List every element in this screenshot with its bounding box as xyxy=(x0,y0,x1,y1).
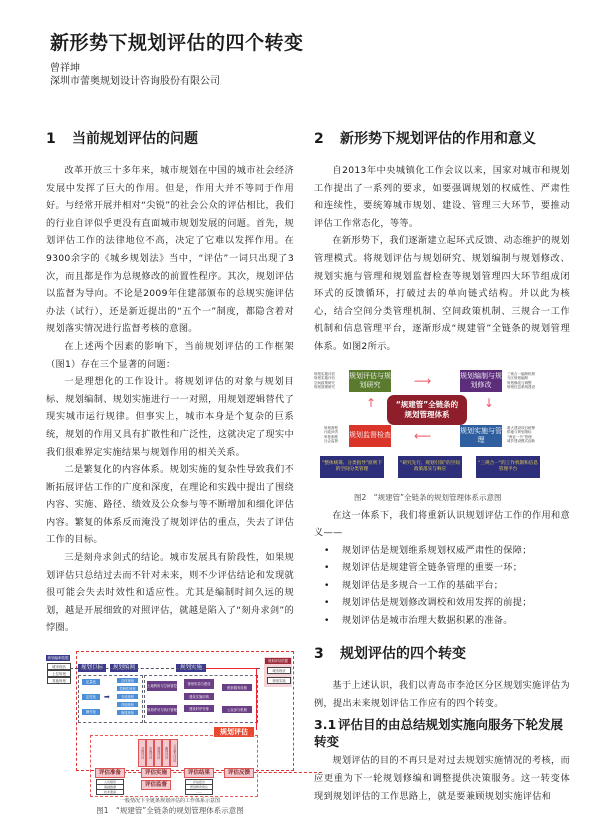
arrow-up-icon: ↑ xyxy=(366,395,377,410)
left-column xyxy=(46,128,294,816)
plan-item: 修建规划 xyxy=(117,710,138,715)
side-item: “两证一书”管理 xyxy=(507,434,532,439)
plan-item: 控制性规划 xyxy=(117,686,138,691)
section-3-heading: 3 规划评估的四个转变 xyxy=(314,646,466,663)
node-plan-implement: 规划实施 xyxy=(176,664,206,672)
subsection-3-1-heading: 3.1 评估目的由总结规划实施向服务下轮发展转变 xyxy=(314,717,564,750)
side-list-top-left xyxy=(314,372,342,390)
section-1-paragraph: 一是理想化的工作设计。将规划评估的对象与规划目标、规划编制、规划实施进行一一对照，用规划逻辑替代了现实城市运行规律。但事实上，城市本身是个复杂的巨系统，规划的作用又具有扩散性和广泛性，这就决定了现实中我们很难界定实施结果与规划作用的相关关系。 xyxy=(46,376,294,458)
section-2-paragraph: 自2013年中央城镇化工作会议以来，国家对城市和规划工作提出了一系列的要求，如要强调规划的权威性、严肃性和连续性，要统筹城市规划、建设、管理三大环节，要推动评估工作常态化，等等。 xyxy=(314,165,570,229)
side-item: 供地与规划指标 xyxy=(507,430,532,435)
section-3-intro: 基于上述认识，我们以青岛市李沧区分区规划实施评估为例，提出未来规划评估工作应有的四个转变。 xyxy=(314,680,570,709)
goal-item: 定性化 xyxy=(82,694,100,700)
basis-item: 其他规划 xyxy=(47,677,71,684)
subsection-3-1-paragraph: 规划评估的目的不再只是对过去规划实施情况的考核，而应更重为下一轮规划修编和调整提供决策服务。这一转变体现到规划评估的工作思路上，就是要兼顾规划实施评估和 xyxy=(314,755,570,802)
eval-prepare-node: 评估准备 xyxy=(95,768,125,778)
section-1-paragraph: 二是繁复化的内容体系。规划实施的复杂性导致我们不断拓展评估工作的广度和深度，在理论和实践中提出了围绕内容、实施、路径、绩效及公众参与等不断增加和细化评估内容。繁复的体系反而淹没了规划评估的重点，失去了评估工作的目标。 xyxy=(46,464,294,546)
right-column xyxy=(314,128,570,805)
side-item: 规划实施评价 xyxy=(314,376,335,381)
list-item: • 规划评估是多规合一工作的基础平台； xyxy=(342,577,570,595)
side-item: 分区规划编制 xyxy=(507,376,528,381)
impl-item: 土地利用与空间管控 xyxy=(147,681,177,691)
eval-basis-item: 规划实施 xyxy=(267,677,291,684)
impl-item: 配套服务设施 xyxy=(222,684,252,691)
node-plan-goal: 规划目标 xyxy=(78,664,106,672)
footer-box: “研究先行、规划引领”的空间政策落实与响应 xyxy=(398,456,462,478)
side-item: 规划督察 xyxy=(324,425,338,430)
side-item: 规划信息系统建设 xyxy=(507,385,535,390)
side-list-bottom-left xyxy=(324,426,344,444)
goal-item: 定量化 xyxy=(82,679,100,685)
eval-feedback-node: 评估反馈 xyxy=(224,768,254,778)
footer-box: “整体统筹、分类指导”原则下的空间分类管理 xyxy=(320,456,384,478)
list-item: • 规划评估是规划修改调校和效用发挥的前提； xyxy=(342,594,570,612)
node-plan-compile: 规划编制 xyxy=(110,664,138,672)
side-list-bottom-right xyxy=(507,426,547,444)
plan-item: 总体规划 xyxy=(117,678,138,683)
result-item: …… xyxy=(185,789,213,795)
goal-item: 操作化 xyxy=(82,709,100,715)
list-item: • 规划评估是城市治理大数据积累的准备。 xyxy=(342,612,570,630)
box-eval-research: 规划评估与规划研究 xyxy=(349,370,391,392)
section-2-after-figure: 在这一体系下，我们将重新认识规划评估工作的作用和意义—— xyxy=(314,509,570,539)
basis-item: 上位规划 xyxy=(47,670,71,677)
eval-supervise-node: 评估监督 xyxy=(141,780,171,790)
author-name: 曾祥坤 xyxy=(50,63,80,74)
box-compile-revise: 规划编制与规划修改 xyxy=(460,370,502,392)
eval-type-item: 路径评估 xyxy=(162,739,170,767)
prep-item: 基础数据 xyxy=(96,784,124,790)
side-item: 三规合一编制机制 xyxy=(507,371,535,376)
figure-1-sub-caption: 一般情况下全链条规划评估的工作体系示意图 xyxy=(119,798,220,805)
list-item: • 规划评估是规建管全链条管理的重要一环； xyxy=(342,559,570,577)
impl-item: 公众参与机制 xyxy=(222,706,252,713)
side-item: 规划实施评估 xyxy=(314,371,335,376)
eval-type-item: 对照评估 xyxy=(138,739,146,767)
eval-type-item: 公众参与评估 xyxy=(170,739,178,767)
figure-2-diagram xyxy=(314,368,570,490)
eval-basis-header: 规划评估依据 xyxy=(265,658,291,664)
eval-implement-node: 评估实施 xyxy=(141,768,171,778)
eval-type-item: 实施评估 xyxy=(146,739,154,767)
side-list-top-right xyxy=(507,372,547,390)
eval-result-node: 评估结果 xyxy=(184,768,214,778)
arrow-right-icon: ⟶ xyxy=(414,373,432,388)
significance-list xyxy=(314,542,570,630)
arrow-right-icon: ➡ xyxy=(104,693,110,702)
prep-item: 技术准备 xyxy=(96,789,124,795)
author-affiliation: 深圳市蕾奥规划设计咨询股份有限公司 xyxy=(50,76,220,87)
paper-title: 新形势下规划评估的四个转变 xyxy=(50,32,304,54)
impl-item: 规划布局与建设 xyxy=(184,679,214,689)
box-supervise: 规划监督检查 xyxy=(349,425,391,447)
result-item: 规划修改建议 xyxy=(185,784,213,790)
center-system-box: “规建管”全链条的规划管理体系 xyxy=(387,395,467,425)
side-item: 空间政策研究 xyxy=(314,380,335,385)
side-item: 审批制度 xyxy=(324,434,338,439)
side-item: 社会监督 xyxy=(324,439,338,444)
side-item: 重大建设项目统筹 xyxy=(507,425,535,430)
section-2-heading: 2 新形势下规划评估的作用和意义 xyxy=(314,131,536,147)
section-1-heading: 1 当前规划评估的问题 xyxy=(46,131,198,147)
impl-item: 规划许可与执行管理 xyxy=(147,705,177,715)
side-item: 规划修改与调整 xyxy=(507,380,532,385)
plan-item: 详细规划 xyxy=(117,702,138,707)
impl-item: 建设时序安排 xyxy=(184,705,214,712)
box-implement-manage: 规划实施与管理 xyxy=(460,425,502,447)
section-1-paragraph: 改革开放三十多年来，城市规划在中国的城市社会经济发展中发挥了巨大的作用。但是，作用大并不等同于作用好。与经常开展并相对“尖锐”的社会公众的评估相比，我们的行业自评似乎更没有直面城市规划发展的问题。首先，规划评估工作的法律地位不高，决定了它难以发挥作用。在9300余字的《城乡规划法》当中，“评估”一词只出现了3次，而且都是作为总规修改的前置性程序。其次，规划评估以监督为导向。不论是2009年住建部颁布的总规实施评估办法（试行），还是新近提出的“五个一”制度，都隐含着对规划落实情况进行监督考核的意图。 xyxy=(46,165,294,335)
prep-item: 人员组织 xyxy=(96,779,124,785)
connector-red xyxy=(256,668,257,730)
footer-box: “三规合一”的工作机制和信息管理平台 xyxy=(476,456,540,478)
result-item: 评估报告 xyxy=(185,779,213,785)
basis-item: 城市现状 xyxy=(47,663,71,670)
section-2-paragraph: 在新形势下，我们逐渐建立起环式反馈、动态维护的规划管理模式。将规划评估与规划研究、规划编制与规划修改、规划实施与管理和规划监督检查等规划管理四大环节组成闭环式的反馈循环，打破过去的单向链式结构。并以此为核心，结合空间分类管理机制、空间政策机制、三规合一工作机制和信息管理平台，逐渐形成“规建管”全链条的规划管理体系。如图2所示。 xyxy=(314,235,570,352)
list-item: • 规划评估是规划维系规划权威严肃性的保障； xyxy=(342,542,570,560)
connector-red xyxy=(206,668,256,669)
arrow-left-icon: ⟵ xyxy=(414,428,432,443)
side-item: 城乡建设模式创新 xyxy=(507,439,535,444)
section-1-paragraph: 在上述两个因素的影响下，当前规划评估的工作框架（图1）存在三个显著的问题： xyxy=(46,340,294,370)
plan-item: 专项规划 xyxy=(117,694,138,699)
figure-1-caption: 图1 “规建管”全链条的规划管理体系示意图 xyxy=(96,806,244,816)
basis-header: 规划编制依据 xyxy=(47,656,69,661)
figure-1-diagram xyxy=(46,651,294,805)
arrow-down-icon: ↓ xyxy=(484,395,495,410)
impl-item: 建设实施结构 xyxy=(184,693,214,700)
eval-basis-item: 城市现状 xyxy=(267,667,291,674)
eval-main-node: 规划评估 xyxy=(214,727,254,737)
figure-2-caption: 图2 “规建管”全链条的规划管理体系示意图 xyxy=(354,492,502,502)
eval-type-item: 绩效评估 xyxy=(154,739,162,767)
side-item: 规划管理研究 xyxy=(314,385,335,390)
side-item: 行政问责 xyxy=(324,430,338,435)
section-1-paragraph: 三是刻舟求剑式的结论。城市发展具有阶段性，如果规划评估只总结过去而不针对未来，则不少评估结论和发现就很可能会失去时效性和适应性。尤其是编制时间久远的规划，越是开展细致的对照评估，就越是陷入了“刻舟求剑”的悖圈。 xyxy=(46,552,294,634)
